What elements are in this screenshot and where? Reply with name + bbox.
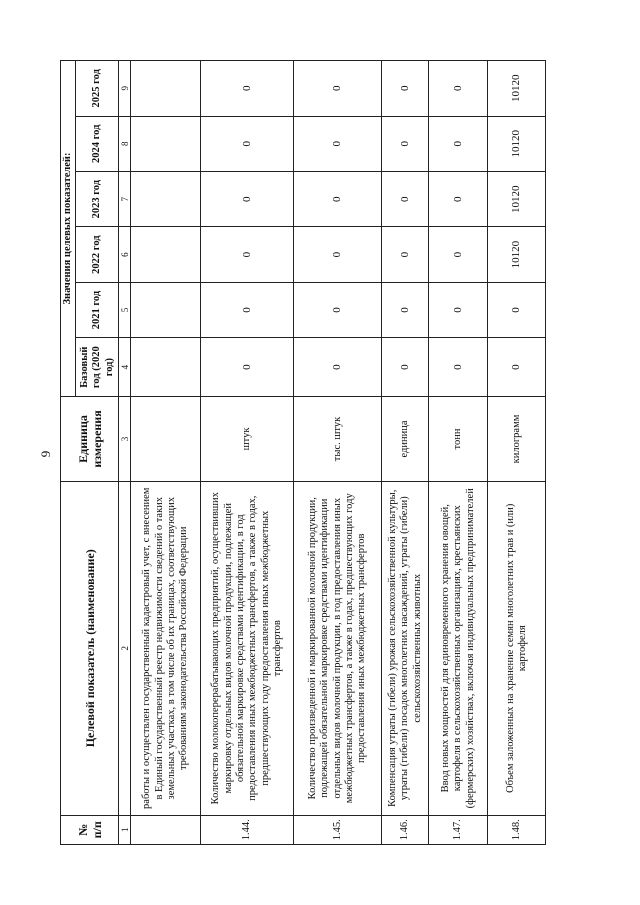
- row-unit: [131, 397, 201, 482]
- row-value: 0: [429, 338, 488, 397]
- row-value: [131, 171, 201, 226]
- row-unit: тонн: [429, 397, 488, 482]
- header-year-2021: 2021 год: [76, 282, 119, 337]
- header-year-base: Базовый год (2020 год): [76, 338, 119, 397]
- index-cell: 2: [119, 481, 131, 815]
- row-unit: тыс. штук: [294, 397, 382, 482]
- row-number: 1.46.: [382, 815, 429, 844]
- row-value: 0: [294, 116, 382, 171]
- row-value: 0: [294, 282, 382, 337]
- row-value: 0: [429, 116, 488, 171]
- row-value: 0: [294, 227, 382, 282]
- index-cell: 9: [119, 61, 131, 117]
- index-cell: 3: [119, 397, 131, 482]
- table-row: [131, 61, 201, 845]
- row-value: 0: [382, 338, 429, 397]
- row-description: Ввод новых мощностей для единовременного хранения овощей, картофеля в сельскохозяйственных организациях, крестьянских (фермерских) хозяйствах, включая индивидуальных предпринимателей: [429, 481, 488, 815]
- row-value: 0: [201, 282, 294, 337]
- row-description: Количество произведенной и маркированной молочной продукции, подлежащей обязательной маркировке средствами идентификации отдельных видов молочной продукции, в год предоставления иных межбюджетных трансфертов, а также в годах, предшествующих году предоставления иных межбюджетных трансфертов: [294, 481, 382, 815]
- row-value: 0: [429, 171, 488, 226]
- row-value: 0: [294, 171, 382, 226]
- header-targets: Значения целевых показателей:: [61, 61, 76, 397]
- row-value: [131, 338, 201, 397]
- row-value: [131, 61, 201, 117]
- row-unit: килограмм: [488, 397, 546, 482]
- header-year-2022: 2022 год: [76, 227, 119, 282]
- row-value: 0: [382, 116, 429, 171]
- row-value: 10120: [488, 227, 546, 282]
- table-row: [294, 61, 382, 845]
- index-cell: 7: [119, 171, 131, 226]
- row-unit: единица: [382, 397, 429, 482]
- row-value: 0: [294, 338, 382, 397]
- row-value: 0: [429, 282, 488, 337]
- row-value: 0: [429, 227, 488, 282]
- index-cell: 4: [119, 338, 131, 397]
- header-year-2023: 2023 год: [76, 171, 119, 226]
- row-description: Компенсация утраты (гибели) урожая сельскохозяйственной культуры, утраты (гибели) посадок многолетних насаждений, утраты (гибели) сельскохозяйственных животных: [382, 481, 429, 815]
- rotated-table-wrapper: [60, 60, 545, 845]
- row-value: 0: [488, 282, 546, 337]
- header-row-1: [61, 61, 76, 845]
- row-value: 0: [201, 61, 294, 117]
- index-cell: 5: [119, 282, 131, 337]
- page-number: 9: [38, 450, 53, 458]
- row-description: работы и осуществлен государственный кадастровый учет, с внесением в Единый государственный реестр недвижимости сведений о таких земельных участках, в том числе об их границах, соответствующих требованиям законодательства Российской Федерации: [131, 481, 201, 815]
- row-value: 0: [488, 338, 546, 397]
- header-num: № п/п: [61, 815, 119, 844]
- row-value: 0: [201, 227, 294, 282]
- header-year-2024: 2024 год: [76, 116, 119, 171]
- header-unit: Единица измерения: [61, 397, 119, 482]
- table-row: [201, 61, 294, 845]
- row-value: 0: [382, 171, 429, 226]
- row-value: 0: [382, 227, 429, 282]
- index-cell: 6: [119, 227, 131, 282]
- row-number: 1.48.: [488, 815, 546, 844]
- header-indicator: Целевой показатель (наименование): [61, 481, 119, 815]
- index-cell: 1: [119, 815, 131, 844]
- table-row: [429, 61, 488, 845]
- row-value: 0: [429, 61, 488, 117]
- row-value: [131, 116, 201, 171]
- index-row: [119, 61, 131, 845]
- row-value: 0: [201, 171, 294, 226]
- row-value: [131, 227, 201, 282]
- row-number: 1.44.: [201, 815, 294, 844]
- row-number: 1.47.: [429, 815, 488, 844]
- row-value: 0: [382, 61, 429, 117]
- row-number: [131, 815, 201, 844]
- row-value: 0: [382, 282, 429, 337]
- row-number: 1.45.: [294, 815, 382, 844]
- index-cell: 8: [119, 116, 131, 171]
- row-value: 10120: [488, 61, 546, 117]
- row-unit: штук: [201, 397, 294, 482]
- row-value: 0: [201, 116, 294, 171]
- row-value: [131, 282, 201, 337]
- header-year-2025: 2025 год: [76, 61, 119, 117]
- table-row: [382, 61, 429, 845]
- target-indicators-table: [60, 60, 546, 845]
- row-value: 10120: [488, 116, 546, 171]
- row-description: Количество молокоперерабатывающих предприятий, осуществивших маркировку отдельных видов молочной продукции, подлежащей обязательной маркировке средствами идентификации, в год предоставления иных межбюджетных трансфертов, а также в годах, предшествующих году предоставления иных межбюджетных трансфертов: [201, 481, 294, 815]
- row-value: 10120: [488, 171, 546, 226]
- row-value: 0: [201, 338, 294, 397]
- row-description: Объем заложенных на хранение семян многолетних трав и (или) картофеля: [488, 481, 546, 815]
- table-row: [488, 61, 546, 845]
- row-value: 0: [294, 61, 382, 117]
